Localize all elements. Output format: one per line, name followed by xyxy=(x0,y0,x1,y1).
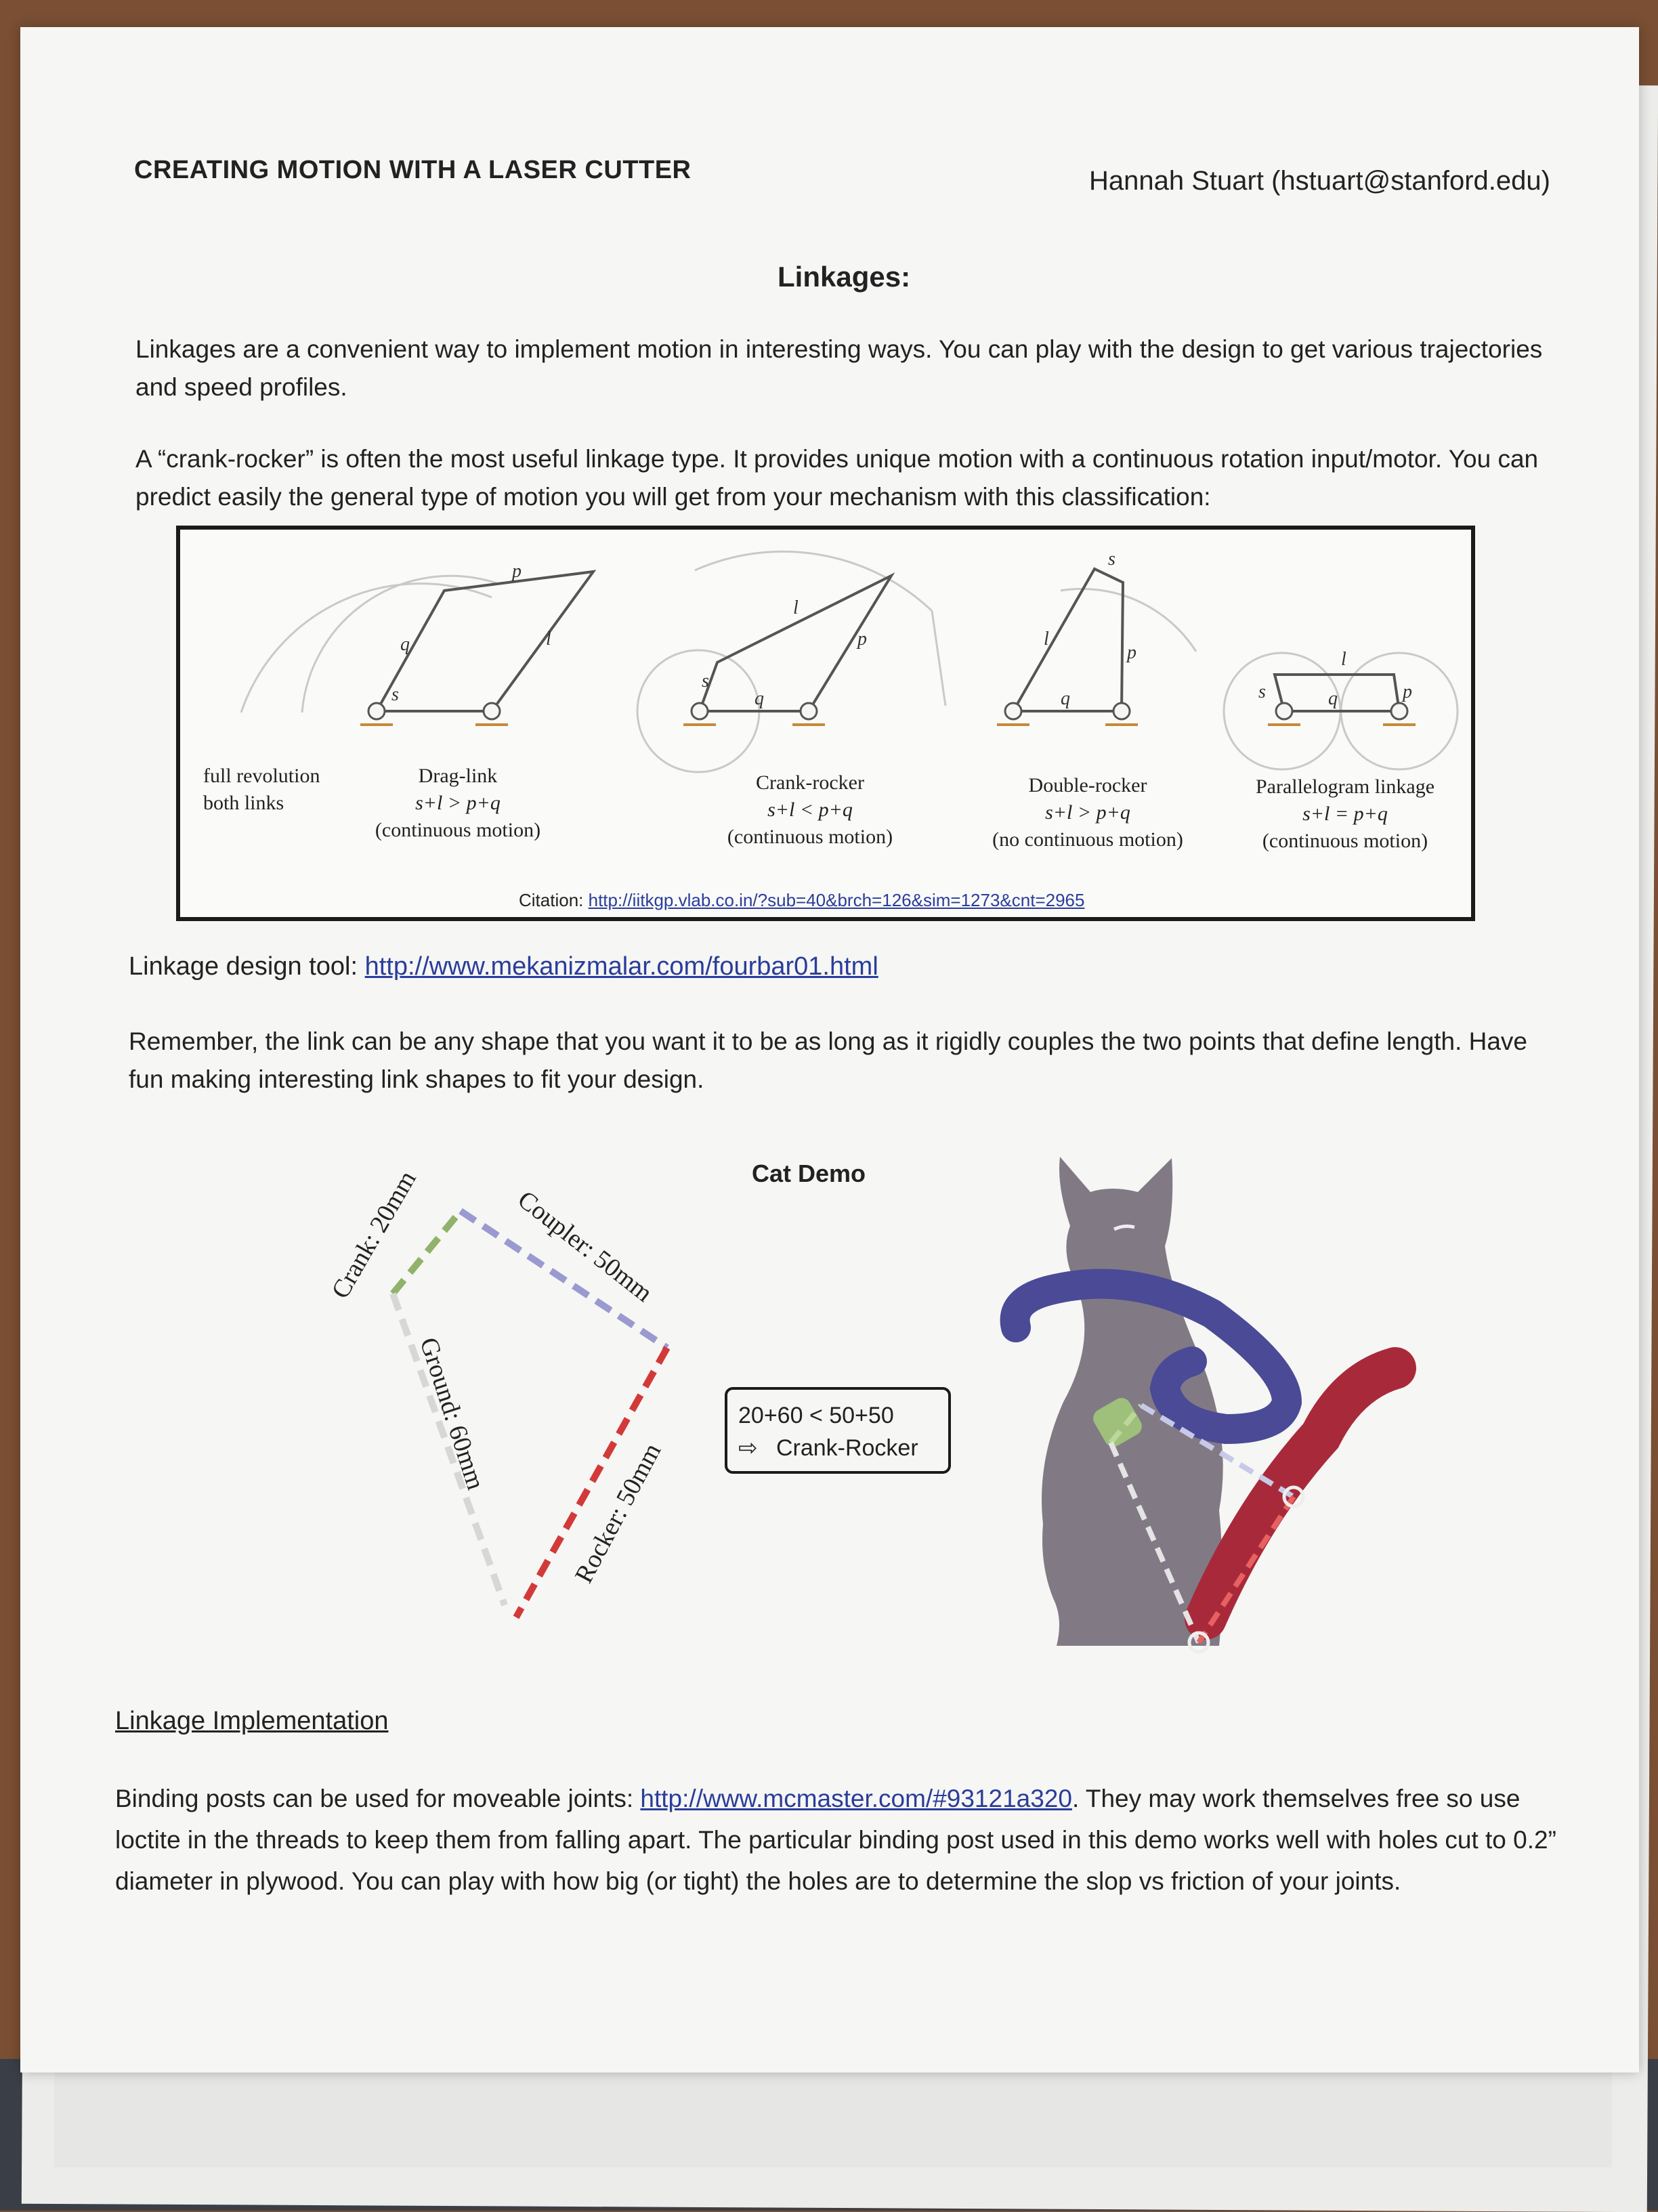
cat-illustration xyxy=(996,1145,1429,1680)
remember-paragraph: Remember, the link can be any shape that you want it to be as long as it rigidly couples the two points that define length. Have fun making interesting link shapes to fit your design. xyxy=(129,1027,1528,1093)
grashof-equation-box xyxy=(725,1387,951,1474)
document-title: CREATING MOTION WITH A LASER CUTTER xyxy=(134,156,692,184)
crank-link xyxy=(393,1211,461,1294)
design-tool-line: Linkage design tool: http://www.mekanizmalar.com/fourbar01.html xyxy=(129,952,878,981)
crank-rocker-paragraph: A “crank-rocker” is often the most useful linkage type. It provides unique motion with a continuous rotation input/motor. You can predict easily the general type of motion you will get from your mechanism with this classification: xyxy=(135,445,1539,511)
cat-linkage-diagram xyxy=(291,1138,711,1653)
drag-link-label-p: p xyxy=(512,561,522,582)
double-rocker-label-p: p xyxy=(1127,642,1136,663)
linkage-diagrams xyxy=(180,530,1471,917)
cat-demo-title: Cat Demo xyxy=(752,1160,866,1187)
parallelogram-label-l: l xyxy=(1341,649,1346,670)
drag-link-label-q: q xyxy=(400,634,410,655)
binding-post-link[interactable]: http://www.mcmaster.com/#93121a320 xyxy=(640,1785,1072,1812)
crank-rocker-label-l: l xyxy=(793,597,799,618)
equation-text: 20+60 < 50+50 xyxy=(738,1403,894,1428)
design-tool-link[interactable]: http://www.mekanizmalar.com/fourbar01.html xyxy=(364,952,878,981)
crank-rocker-label-s: s xyxy=(702,671,709,692)
caption-parallelogram: Parallelogram linkage s+l = p+q (continuous motion) xyxy=(1255,775,1435,852)
intro-paragraph: Linkages are a convenient way to implement motion in interesting ways. You can play with the design to get various trajectories and speed profiles. xyxy=(135,335,1543,401)
ground-label: Ground: 60mm xyxy=(414,1334,490,1493)
double-rocker-label-q: q xyxy=(1061,688,1070,709)
drag-link-label-s: s xyxy=(391,684,399,705)
citation-link[interactable]: http://iitkgp.vlab.co.in/?sub=40&brch=126&sim=1273&cnt=2965 xyxy=(588,890,1085,910)
cat-body xyxy=(1042,1157,1223,1646)
coupler-label: Coupler: 50mm xyxy=(512,1185,658,1308)
crank-rocker-label-p: p xyxy=(857,629,867,650)
rocker-label: Rocker: 50mm xyxy=(569,1439,667,1588)
implementation-paragraph: Binding posts can be used for moveable joints: http://www.mcmaster.com/#93121a320. They may work themselves free so use loctite in the threads to keep them from falling apart. The particular binding post used in this demo works well with holes cut to 0.2” diameter in plywood. You can play with how big (or tight) the holes are to determine the slop vs friction of your joints. xyxy=(115,1785,1556,1895)
ground-link xyxy=(393,1294,505,1605)
crank-label: Crank: 20mm xyxy=(326,1166,422,1304)
parallelogram-label-q: q xyxy=(1328,688,1338,709)
document-page xyxy=(20,27,1639,2072)
parallelogram-label-s: s xyxy=(1258,681,1266,702)
caption-drag-link: Drag-link s+l > p+q (continuous motion) xyxy=(375,765,541,841)
author-line: Hannah Stuart (hstuart@stanford.edu) xyxy=(1089,166,1550,196)
figure-citation: Citation: http://iitkgp.vlab.co.in/?sub=40&brch=126&sim=1273&cnt=2965 xyxy=(519,890,1085,910)
caption-full-revolution: full revolution both links xyxy=(203,765,320,814)
caption-crank-rocker: Crank-rocker s+l < p+q (continuous motion) xyxy=(727,771,893,848)
linkage-classification-figure xyxy=(176,526,1475,921)
drag-link-label-l: l xyxy=(546,629,551,650)
caption-double-rocker: Double-rocker s+l > p+q (no continuous motion) xyxy=(992,774,1183,851)
double-rocker-label-s: s xyxy=(1108,549,1115,570)
double-rocker-label-l: l xyxy=(1044,629,1049,650)
arrow-icon: ⇨ xyxy=(738,1435,758,1461)
result-line xyxy=(738,1432,937,1464)
parallelogram-label-p: p xyxy=(1403,681,1412,702)
implementation-title: Linkage Implementation xyxy=(115,1707,389,1735)
crank-rocker-label-q: q xyxy=(754,688,764,709)
section-title: Linkages: xyxy=(778,261,911,293)
result-text: Crank-Rocker xyxy=(775,1435,918,1461)
